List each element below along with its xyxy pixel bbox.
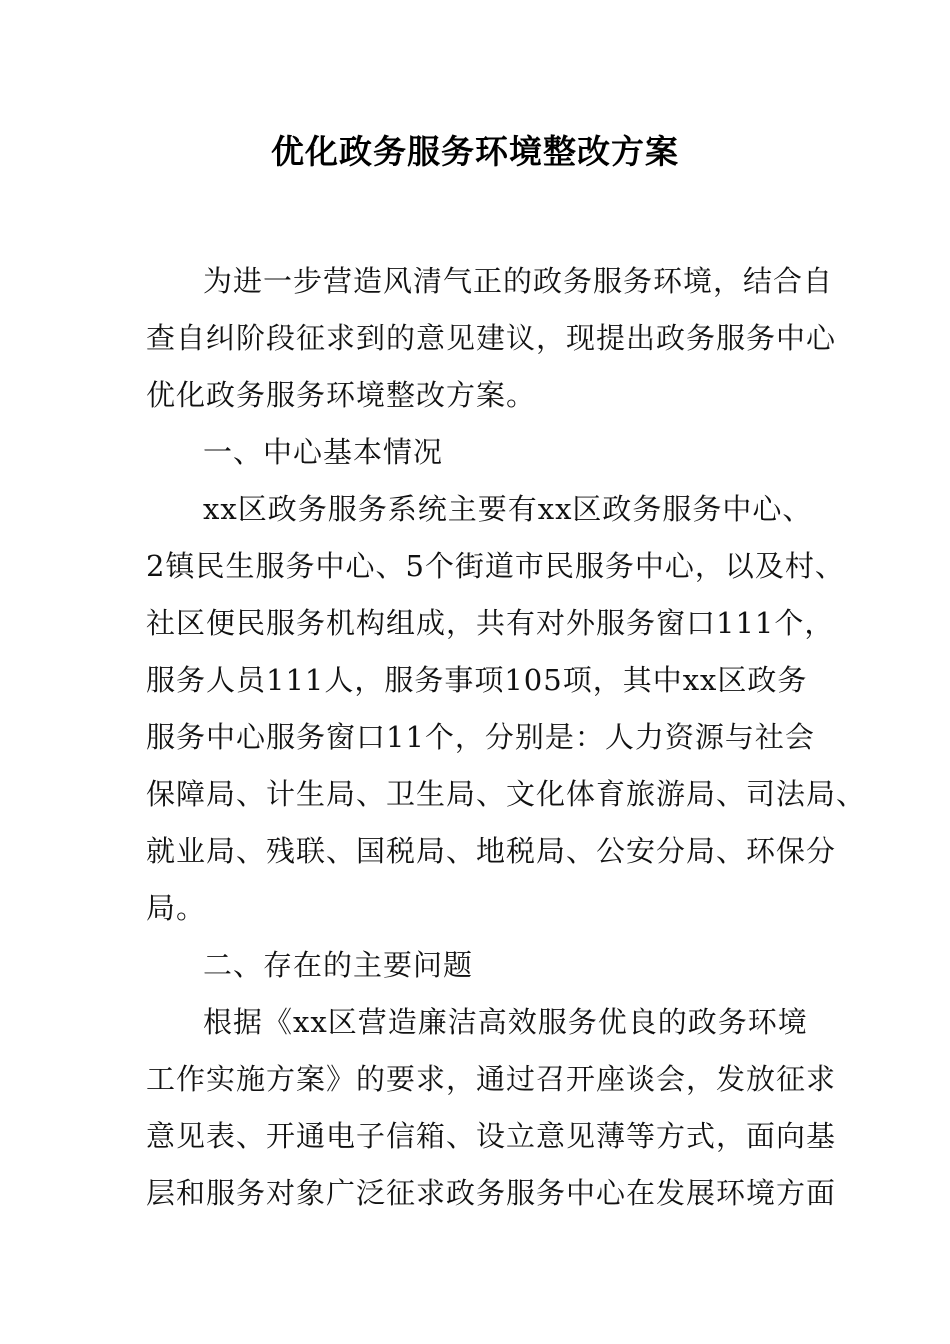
paragraph-issues-line-2: 工作实施方案》的要求，通过召开座谈会，发放征求: [146, 1062, 837, 1096]
paragraph-overview-line-7: 就业局、残联、国税局、地税局、公安分局、环保分: [146, 834, 837, 868]
paragraph-overview-line-3: 社区便民服务机构组成，共有对外服务窗口111个，: [146, 606, 835, 640]
paragraph-overview-line-6: 保障局、计生局、卫生局、文化体育旅游局、司法局、: [146, 777, 867, 811]
paragraph-issues-line-3: 意见表、开通电子信箱、设立意见薄等方式，面向基: [146, 1119, 837, 1153]
paragraph-overview-line-4: 服务人员111人，服务事项105项，其中xx区政务: [146, 663, 808, 697]
section-heading-1: 一、中心基本情况: [203, 435, 444, 469]
document-title: 优化政务服务环境整改方案: [271, 132, 679, 171]
paragraph-overview-line-5: 服务中心服务窗口11个，分别是：人力资源与社会: [146, 720, 815, 754]
paragraph-overview-line-8: 局。: [146, 891, 207, 925]
paragraph-overview-line-2: 2镇民生服务中心、5个街道市民服务中心，以及村、: [146, 549, 845, 583]
paragraph-intro-line-1: 为进一步营造风清气正的政务服务环境，结合自: [203, 264, 834, 298]
paragraph-intro-line-2: 查自纠阶段征求到的意见建议，现提出政务服务中心: [146, 321, 837, 355]
paragraph-overview-line-1: xx区政务服务系统主要有xx区政务服务中心、: [203, 492, 813, 526]
paragraph-issues-line-4: 层和服务对象广泛征求政务服务中心在发展环境方面: [146, 1176, 837, 1210]
paragraph-intro-line-3: 优化政务服务环境整改方案。: [146, 378, 537, 412]
paragraph-issues-line-1: 根据《xx区营造廉洁高效服务优良的政务环境: [203, 1005, 808, 1039]
section-heading-2: 二、存在的主要问题: [203, 948, 474, 982]
